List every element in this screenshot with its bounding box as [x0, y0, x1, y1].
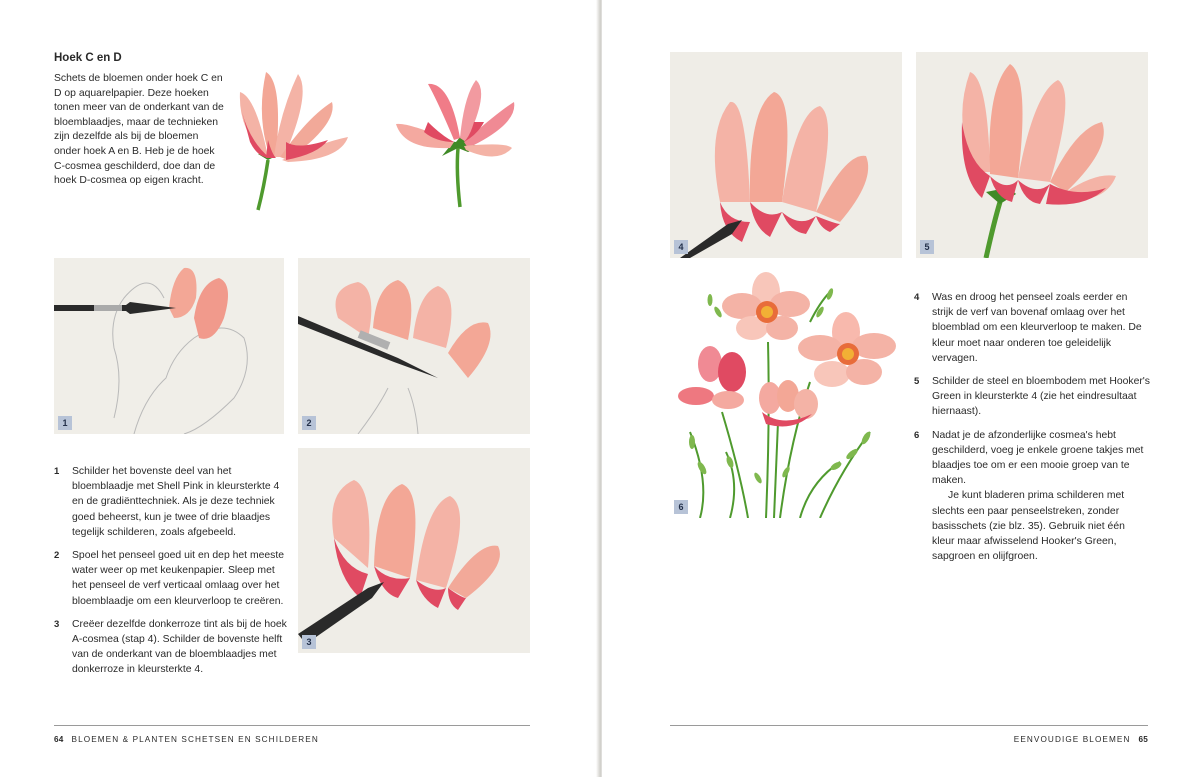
step-badge-5: 5 — [920, 240, 934, 254]
photo-3-content — [298, 448, 530, 653]
page-number: 64 — [54, 735, 64, 744]
right-page — [602, 0, 1200, 777]
cosmos-d-drawing — [396, 80, 514, 207]
step-1 — [54, 464, 292, 540]
step-number: 1 — [54, 466, 60, 477]
section-heading: Hoek C en D — [54, 52, 122, 64]
running-title: BLOEMEN & PLANTEN SCHETSEN EN SCHILDEREN — [71, 735, 319, 744]
step-photo-5 — [916, 52, 1148, 258]
step-3 — [54, 617, 292, 678]
right-footer — [1014, 735, 1156, 744]
step-badge-6: 6 — [674, 500, 688, 514]
step-photo-1 — [54, 258, 284, 434]
step-badge-1: 1 — [58, 416, 72, 430]
photo-2-content — [298, 258, 530, 434]
step-number: 2 — [54, 550, 60, 562]
step-badge-2: 2 — [302, 416, 316, 430]
running-title: EENVOUDIGE BLOEMEN — [1013, 735, 1131, 744]
step-number: 3 — [54, 618, 60, 630]
step-photo-3 — [298, 448, 530, 653]
photo-1-content — [54, 258, 284, 434]
step-text: Schilder het bovenste deel van het bloemblaadje met Shell Pink in kleursterkte 4 en de gradiënttechniek. Als je deze techniek goed beheerst, kun je twee of drie blaadjes tegelijk schilderen, zoals afgebeeld. — [72, 466, 280, 538]
photo-5-content — [916, 52, 1148, 258]
step-text: Spoel het penseel goed uit en dep het meeste water weer op met keukenpapier. Sleep met het penseel de verf verticaal omlaag over het bloemblaadje om een kleurverloop te creëren. — [72, 550, 285, 607]
page-number: 65 — [1138, 735, 1148, 744]
step-photo-4 — [670, 52, 902, 258]
step-photo-6 — [670, 272, 902, 518]
step-6 — [914, 428, 1150, 565]
step-photo-2 — [298, 258, 530, 434]
cosmos-illustration-c-d — [228, 62, 528, 212]
bouquet-flower-left — [678, 346, 746, 409]
step-text: Schilder de steel en bloembodem met Hooker's Green in kleursterkte 4 (zie het eindresultaat hiernaast). — [932, 376, 1150, 418]
step-text: Nadat je de afzonderlijke cosmea's hebt geschilderd, voeg je enkele groene takjes met blaadjes toe om er een mooie groep van te maken. — [932, 429, 1144, 487]
footer-rule — [54, 725, 530, 726]
step-5 — [914, 374, 1150, 420]
right-steps — [914, 290, 1150, 572]
step-text: Was en droog het penseel zoals eerder en strijk de verf van bovenaf omlaag over het bloemblad om een kleurverloop te maken. De kleur moet naar onderen toe geleidelijk vervagen. — [932, 292, 1142, 364]
bouquet-flower-right — [798, 312, 896, 387]
step-4 — [914, 290, 1150, 366]
left-page — [0, 0, 598, 777]
left-steps — [54, 464, 292, 686]
step-badge-4: 4 — [674, 240, 688, 254]
left-footer — [46, 735, 319, 744]
intro-paragraph: Schets de bloemen onder hoek C en D op aquarelpapier. Deze hoeken tonen meer van de onderkant van de bloemblaadjes, maar de technieken zijn dezelfde als bij de bloemen onder hoek A en B. Heb je de hoek C-cosmea geschilderd, doe dan de hoek D-cosmea op eigen kracht. — [54, 73, 224, 187]
cosmos-c-drawing — [240, 72, 348, 210]
bouquet-flower-top — [722, 272, 810, 340]
step-text: Creëer dezelfde donkerroze tint als bij de hoek A-cosmea (stap 4). Schilder de bovenste helft van de onderkant van de bloemblaadjes met donkerroze in kleursterkte 4. — [72, 618, 287, 676]
step-number: 6 — [914, 429, 920, 441]
step-6-continuation: Je kunt bladeren prima schilderen met slechts een paar penseelstreken, zonder basisschets (zie blz. 35). Gebruik niet één kleur maar afwisselend Hooker's Green, sapgroen en olijfgroen. — [932, 490, 1125, 563]
step-2 — [54, 548, 292, 609]
footer-rule — [670, 725, 1148, 726]
photo-4-content — [670, 52, 902, 258]
step-badge-3: 3 — [302, 635, 316, 649]
step-number: 4 — [914, 292, 920, 303]
photo-6-content — [670, 272, 902, 518]
step-number: 5 — [914, 376, 920, 388]
